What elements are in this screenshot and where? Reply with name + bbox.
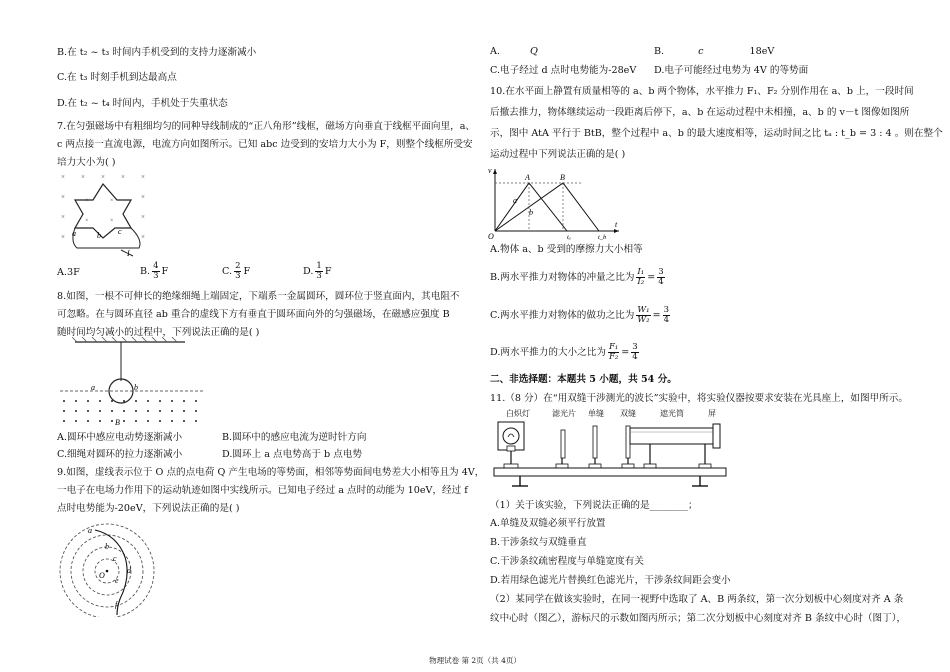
svg-text:×: × [85, 198, 89, 204]
q6-option-d: D.在 t₂ ~ t₄ 时间内，手机处于失重状态 [57, 98, 228, 109]
q10-origin: O [488, 232, 494, 241]
q8-ring-figure [55, 337, 215, 432]
q7-option-b: B. $\frac{4}{3}$ F [140, 261, 169, 281]
svg-text:×: × [85, 218, 89, 224]
q10-option-c: C.两水平推力对物体的做功之比为 $\frac{\text{W₁}}{\text{W₂}}$ = $\frac{3}{4}$ [490, 305, 669, 325]
svg-text:×: × [61, 213, 65, 221]
q11-label-double-slit: 双缝 [620, 409, 636, 418]
q9-label-O: O [99, 571, 105, 580]
q7-option-c: C. $\frac{2}{3}$ F [222, 261, 251, 281]
q11-part1: （1）关于该实验，下列说法正确的是________； [490, 500, 698, 511]
q10-vt-graph [487, 163, 627, 241]
q8-option-a: A.圆环中感应电动势逐渐减小 [57, 432, 183, 443]
q11-option-b: B.干涉条纹与双缝垂直 [490, 537, 587, 548]
q11-label-single-slit: 单缝 [588, 409, 604, 418]
q11-option-a: A.单缝及双缝必须平行放置 [490, 518, 606, 529]
section-2-heading: 二、非选择题：本题共 5 小题，共 54 分。 [490, 374, 677, 385]
q9-label-f: f [115, 600, 118, 609]
q9-label-a: a [88, 526, 92, 535]
q9-stem-line1: 9.如图，虚线表示位于 O 点的点电荷 Q 产生电场的等势面，相邻等势面间电势差大小相等且为 4V， [57, 467, 485, 478]
q10-axis-v: v [488, 166, 492, 175]
q11-part2-line1: （2）某同学在做该实验时，在同一视野中选取了 A、B 两条纹，第一次分划板中心刻度对齐 A 条 [490, 594, 904, 605]
q8-label-a: a [91, 383, 95, 392]
q7-stem-line3: 培力大小为( ) [57, 157, 116, 168]
q11-label-screen: 屏 [708, 409, 716, 418]
q7-octagon-figure [55, 170, 165, 258]
q10-line-b: b [529, 208, 533, 217]
q11-part2-line2: 纹中心时（图乙），游标尺的示数如图丙所示；第二次分划板中心刻度对齐 B 条纹中心时（图丁）， [490, 613, 907, 624]
q8-stem-line3: 随时间均匀减小的过程中，下列说法正确的是( ) [57, 327, 260, 338]
q10-point-B: B [560, 173, 565, 182]
q9-option-b: B. c 18eV [654, 46, 775, 57]
q8-option-d: D.圆环上 a 点电势高于 b 点电势 [222, 449, 362, 460]
svg-text:×: × [61, 193, 65, 201]
svg-text:×: × [110, 218, 114, 224]
page-footer: 物理试卷 第 2页（共 4页） [429, 656, 521, 665]
svg-text:×: × [141, 213, 145, 221]
q7-label-b: b [97, 231, 101, 240]
q10-tb: t_b [598, 234, 607, 241]
q10-axis-t: t [615, 220, 618, 229]
q10-stem-line2: 后撤去推力，物体继续运动一段距离后停下，a、b 在运动过程中未相撞，a、b 的 v－t 图像如图所 [490, 107, 910, 118]
q10-line-a: a [513, 196, 517, 205]
q10-stem-line1: 10.在水平面上静置有质量相等的 a、b 两个物体，水平推力 F₁、F₂ 分别作用在 a、b 上，一段时间 [490, 86, 914, 97]
q10-option-d: D.两水平推力的大小之比为 $\frac{\text{F₁}}{\text{F₂}}$ = $\frac{3}{4}$ [490, 342, 638, 362]
q9-label-e: e [115, 576, 119, 585]
q11-apparatus-figure [490, 406, 730, 488]
q9-option-a: A. Q [490, 46, 538, 57]
q9-stem-line3: 点时电势能为-20eV，下列说法正确的是( ) [57, 503, 240, 514]
q10-option-b: B.两水平推力对物体的冲量之比为 $\frac{\text{I₁}}{\text{I₂}}$ = $\frac{3}{4}$ [490, 267, 664, 287]
svg-text:×: × [141, 173, 145, 181]
q8-label-b: b [134, 383, 138, 392]
q7-option-d: D. $\frac{1}{3}$ F [303, 261, 332, 281]
q8-option-c: C.细绳对圆环的拉力逐渐减小 [57, 449, 183, 460]
svg-text:×: × [61, 233, 65, 241]
q6-option-b: B.在 t₂ ~ t₃ 时间内手机受到的支持力逐渐减小 [57, 47, 257, 58]
svg-text:×: × [110, 198, 114, 204]
q8-label-B: B [115, 418, 120, 427]
q11-label-tube: 遮光筒 [660, 409, 684, 418]
q8-option-b: B.圆环中的感应电流为逆时针方向 [222, 432, 367, 443]
q7-label-c: c [118, 227, 122, 236]
q11-option-d: D.若用绿色滤光片替换红色滤光片，干涉条纹间距会变小 [490, 575, 731, 586]
q9-option-d: D.电子可能经过电势为 4V 的等势面 [654, 65, 809, 76]
q7-label-a: a [72, 229, 76, 238]
q11-label-lamp: 白炽灯 [506, 409, 530, 418]
q7-stem-line2: c 两点接一直流电源，电流方向如图所示。已知 abc 边受到的安培力大小为 F，则整个线框所受安 [57, 139, 473, 150]
q11-stem: 11.（8 分）在“用双缝干涉测光的波长”实验中，将实验仪器按要求安装在光具座上，如图甲所示。 [490, 393, 908, 404]
q9-label-c: c [113, 554, 117, 563]
q7-stem-line1: 7.在匀强磁场中有粗细均匀的同种导线制成的“正八角形”线框，磁场方向垂直于线框平面向里，a、 [57, 121, 476, 132]
q9-label-d: d [127, 566, 131, 575]
q10-point-A: A [525, 173, 530, 182]
q6-option-c: C.在 t₃ 时刻手机到达最高点 [57, 72, 177, 83]
q11-option-c: C.干涉条纹疏密程度与单缝宽度有关 [490, 556, 644, 567]
svg-text:×: × [101, 173, 105, 181]
q9-option-c: C.电子经过 d 点时电势能为-28eV [490, 65, 637, 76]
q9-stem-line2: 一电子在电场力作用下的运动轨迹如图中实线所示。已知电子经过 a 点时的动能为 10eV，经过 f [57, 485, 468, 496]
q10-option-a: A.物体 a、b 受到的摩擦力大小相等 [490, 244, 643, 255]
q8-stem-line2: 可忽略。在与圆环直径 ab 重合的虚线下方有垂直于圆环面向外的匀强磁场，在磁感应强度 B [57, 309, 450, 320]
q10-ta: tₐ [567, 234, 571, 241]
q7-option-a: A.3F [57, 267, 80, 278]
svg-text:×: × [141, 193, 145, 201]
q7-label-I: I [127, 249, 130, 258]
svg-text:×: × [61, 173, 65, 181]
svg-text:×: × [81, 173, 85, 181]
q8-stem-line1: 8.如图，一根不可伸长的绝缘细绳上端固定，下端系一金属圆环，圆环位于竖直面内，其电阻不 [57, 291, 460, 302]
q10-stem-line3: 示，图中 AtA 平行于 BtB，整个过程中 a、b 的最大速度相等，运动时间之比 tₐ : t_b = 3 : 4 。则在整个 [490, 128, 943, 139]
q9-equipotential-figure [55, 517, 175, 617]
svg-text:×: × [141, 233, 145, 241]
q11-label-filter: 滤光片 [552, 409, 576, 418]
q10-stem-line4: 运动过程中下列说法正确的是( ) [490, 149, 626, 160]
svg-text:×: × [121, 173, 125, 181]
q9-label-b: b [105, 542, 109, 551]
